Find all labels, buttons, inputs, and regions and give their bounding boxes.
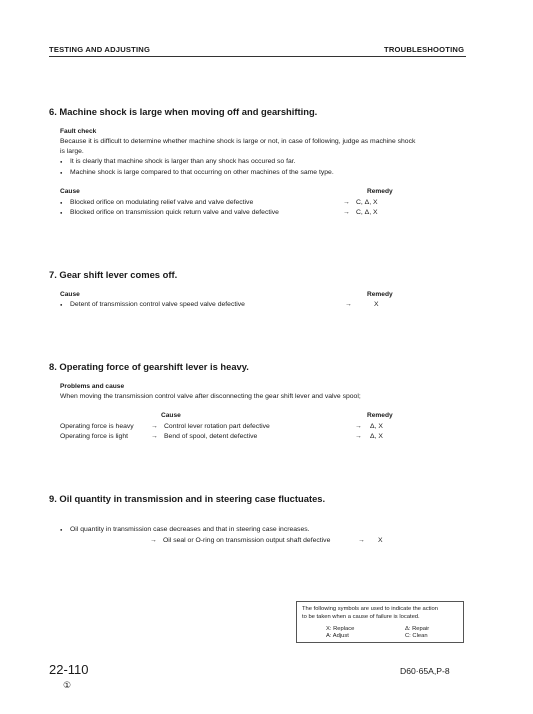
problems-heading: Problems and cause [60, 383, 125, 390]
cause-text: Bend of spool, detent defective [164, 433, 258, 440]
cause-text: Blocked orifice on modulating relief valve and valve defective [70, 199, 254, 206]
legend-text-line-1: The following symbols are used to indicate the action [302, 606, 438, 612]
problems-text: When moving the transmission control valve after disconnecting the gear shift lever and valve spool; [60, 393, 361, 400]
header-chapter-title: TROUBLESHOOTING [384, 45, 465, 54]
fault-check-heading: Fault check [60, 128, 97, 135]
legend-item-repair: Δ: Repair [405, 626, 430, 632]
remedy-value: X [374, 301, 379, 308]
section-6-title: 6. Machine shock is large when moving off and gearshifting. [49, 106, 318, 117]
legend-item-adjust: A: Adjust [326, 633, 349, 639]
list-item [60, 169, 334, 176]
bullet-icon: ● [60, 209, 63, 215]
cause-row [60, 301, 245, 308]
bullet-icon: ● [60, 158, 63, 164]
condition-label: Operating force is light [60, 433, 129, 440]
remedy-value: X [378, 537, 383, 544]
remedy-column-header: Remedy [367, 188, 393, 195]
section-9-title: 9. Oil quantity in transmission and in steering case fluctuates. [49, 493, 326, 504]
legend-text-line-2: to be taken when a cause of failure is located. [302, 614, 420, 620]
remedy-value: C, Δ, X [356, 209, 378, 216]
remedy-column-header: Remedy [367, 291, 393, 298]
remedy-value: Δ, X [370, 433, 383, 440]
list-item-text: Oil quantity in transmission case decreases and that in steering case increases. [70, 526, 310, 533]
list-item [60, 526, 310, 533]
remedy-value: C, Δ, X [356, 199, 378, 206]
arrow-icon: → [151, 433, 158, 440]
list-item [60, 158, 296, 165]
header-rule [49, 56, 466, 57]
cause-text: Blocked orifice on transmission quick return valve and valve defective [70, 209, 279, 216]
bullet-icon: ● [60, 526, 63, 532]
list-item-text: Machine shock is large compared to that occurring on other machines of the same type. [70, 169, 334, 176]
revision-circle-mark: ① [63, 680, 72, 690]
cause-column-header: Cause [60, 291, 80, 298]
arrow-icon: → [151, 423, 158, 430]
arrow-icon: → [355, 423, 362, 430]
arrow-icon: → [345, 301, 352, 308]
model-code: D60·65A,P-8 [400, 666, 450, 676]
arrow-icon: → [358, 537, 365, 544]
arrow-icon: → [343, 199, 350, 206]
bullet-icon: ● [60, 169, 63, 175]
fault-check-text-line-1: Because it is difficult to determine whether machine shock is large or not, in case of following, judge as machine shock [60, 138, 416, 145]
symbol-legend-box [296, 601, 464, 643]
section-7-title: 7. Gear shift lever comes off. [49, 269, 178, 280]
cause-row [60, 209, 279, 216]
page-number: 22-110 [49, 662, 89, 677]
bullet-icon: ● [60, 301, 63, 307]
remedy-column-header: Remedy [367, 412, 393, 419]
condition-label: Operating force is heavy [60, 423, 134, 430]
cause-column-header: Cause [60, 188, 80, 195]
cause-column-header: Cause [161, 412, 181, 419]
arrow-icon: → [150, 537, 157, 544]
list-item-text: It is clearly that machine shock is larger than any shock has occured so far. [70, 158, 296, 165]
arrow-icon: → [355, 433, 362, 440]
remedy-value: Δ, X [370, 423, 383, 430]
legend-item-clean: C: Clean [405, 633, 428, 639]
cause-row [60, 199, 253, 206]
bullet-icon: ● [60, 199, 63, 205]
legend-item-replace: X: Replace [326, 626, 355, 632]
cause-text: Control lever rotation part defective [164, 423, 270, 430]
header-section-title: TESTING AND ADJUSTING [49, 45, 151, 54]
cause-text: Oil seal or O-ring on transmission output shaft defective [163, 537, 331, 544]
fault-check-text-line-2: is large. [60, 148, 84, 155]
section-8-title: 8. Operating force of gearshift lever is heavy. [49, 361, 249, 372]
arrow-icon: → [343, 209, 350, 216]
cause-text: Detent of transmission control valve speed valve defective [70, 301, 245, 308]
